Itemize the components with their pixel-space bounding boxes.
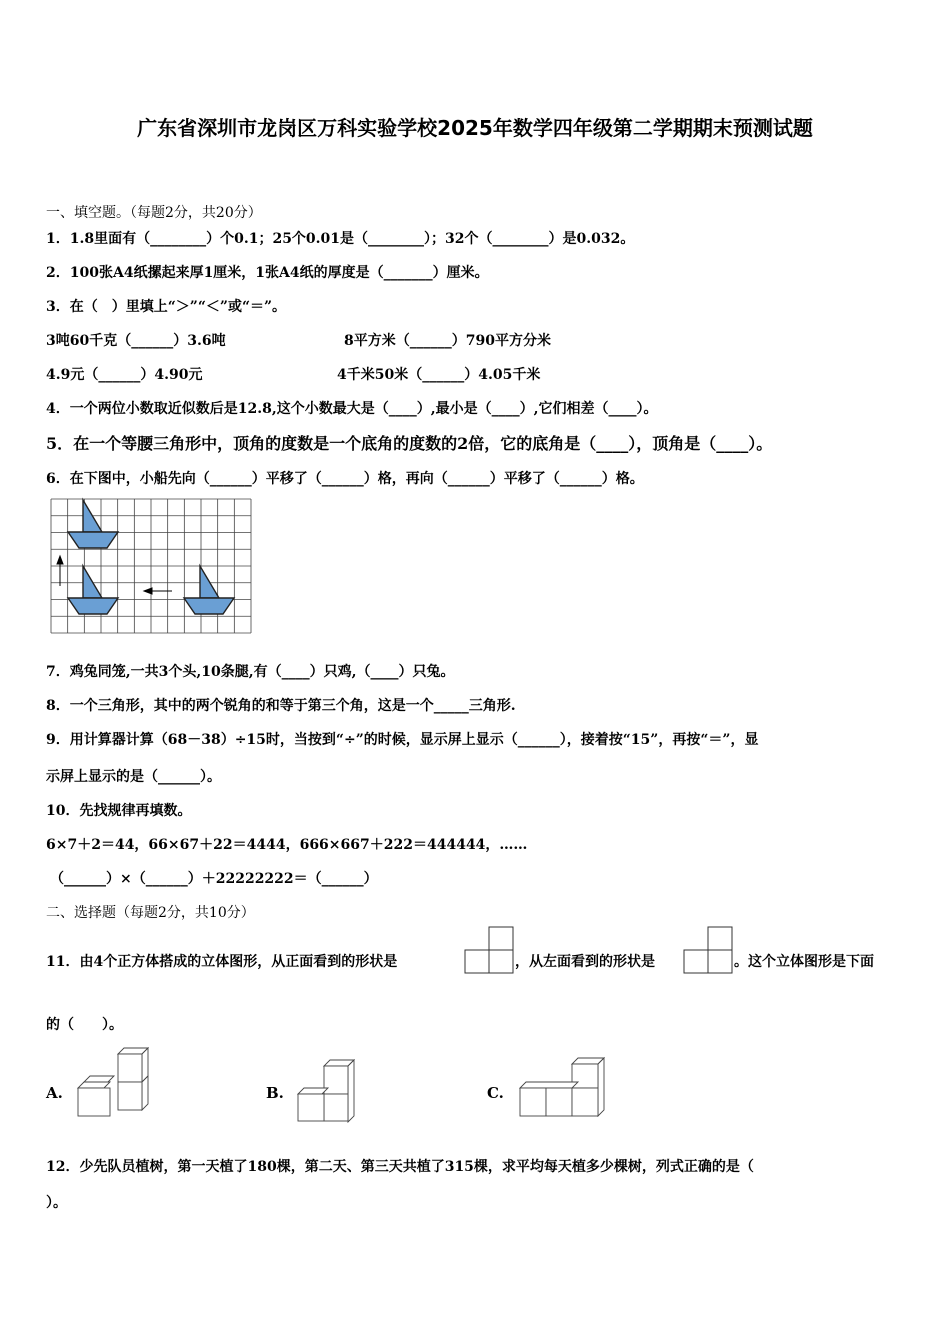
question-8: 8．一个三角形，其中的两个锐角的和等于第三个角，这是一个_____三角形. — [46, 698, 516, 714]
question-3-item-4: 4千米50米（______）4.05千米 — [337, 367, 541, 383]
question-5: 5．在一个等腰三角形中，顶角的度数是一个底角的度数的2倍，它的底角是（____），顶角是（____）。 — [46, 434, 773, 453]
question-1: 1．1.8里面有（________）个0.1；25个0.01是（________）；32个（________）是0.032。 — [46, 231, 635, 247]
boat-sail-icon — [200, 566, 219, 598]
boat-hull-icon — [68, 598, 118, 614]
question-7: 7．鸡兔同笼,一共3个头,10条腿,有（____）只鸡,（____）只兔。 — [46, 664, 455, 680]
boat-hull-icon — [68, 532, 118, 548]
section-multiple-choice: 二、选择题（每题2分，共10分） — [46, 905, 255, 921]
question-11-part-1: 11．由4个正方体搭成的立体图形，从正面看到的形状是 — [46, 954, 398, 970]
question-12-line-2: ）。 — [46, 1195, 67, 1211]
question-9-line-2: 示屏上显示的是（______）。 — [46, 769, 221, 785]
question-2: 2．100张A4纸摞起来厚1厘米，1张A4纸的厚度是（_______）厘米。 — [46, 265, 489, 281]
question-3: 3．在（ ）里填上“＞”“＜”或“＝”。 — [46, 299, 287, 315]
question-10-blank: （______）×（______）＋22222222＝（______） — [50, 871, 378, 887]
question-11-part-3: 。这个立体图形是下面 — [734, 954, 874, 970]
question-3-item-3: 4.9元（______）4.90元 — [46, 367, 203, 383]
page-title: 广东省深圳市龙岗区万科实验学校2025年数学四年级第二学期期末预测试题 — [137, 116, 813, 140]
up-arrow-icon — [57, 556, 63, 586]
boat-right — [184, 566, 234, 614]
question-11-line-2: 的（ ）。 — [46, 1017, 123, 1033]
question-3-item-2: 8平方米（______）790平方分米 — [344, 333, 551, 349]
option-c-label[interactable]: C. — [487, 1084, 504, 1102]
question-11-part-2: ，从左面看到的形状是 — [515, 954, 655, 970]
front-view-icon — [464, 926, 514, 974]
option-c-cubes-icon[interactable] — [518, 1056, 606, 1118]
question-6: 6．在下图中，小船先向（______）平移了（______）格，再向（______）平移了（______）格。 — [46, 471, 644, 487]
section-fill-blank: 一、填空题。（每题2分，共20分） — [46, 205, 262, 221]
boat-hull-icon — [184, 598, 234, 614]
option-a-cubes-icon[interactable] — [76, 1046, 150, 1118]
boat-grid-figure — [50, 498, 252, 634]
question-10-pattern: 6×7＋2＝44，66×67＋22＝4444，666×667＋222＝444444，…… — [46, 837, 528, 853]
left-view-icon — [683, 926, 733, 974]
boat-left — [68, 566, 118, 614]
question-3-item-1: 3吨60千克（______）3.6吨 — [46, 333, 226, 349]
option-a-label[interactable]: A. — [46, 1084, 63, 1102]
question-4: 4．一个两位小数取近似数后是12.8,这个小数最大是（____）,最小是（____）,它们相差（____）。 — [46, 401, 658, 417]
option-b-label[interactable]: B. — [266, 1084, 284, 1102]
question-12-line-1: 12．少先队员植树，第一天植了180棵，第二天、第三天共植了315棵，求平均每天植多少棵树，列式正确的是（ — [46, 1159, 754, 1175]
boat-sail-icon — [83, 566, 102, 598]
boat-top — [68, 500, 118, 548]
question-10: 10．先找规律再填数。 — [46, 803, 192, 819]
question-9-line-1: 9．用计算器计算（68－38）÷15时，当按到“÷”的时候，显示屏上显示（______），接着按“15”，再按“＝”，显 — [46, 732, 759, 748]
option-b-cubes-icon[interactable] — [296, 1058, 360, 1122]
